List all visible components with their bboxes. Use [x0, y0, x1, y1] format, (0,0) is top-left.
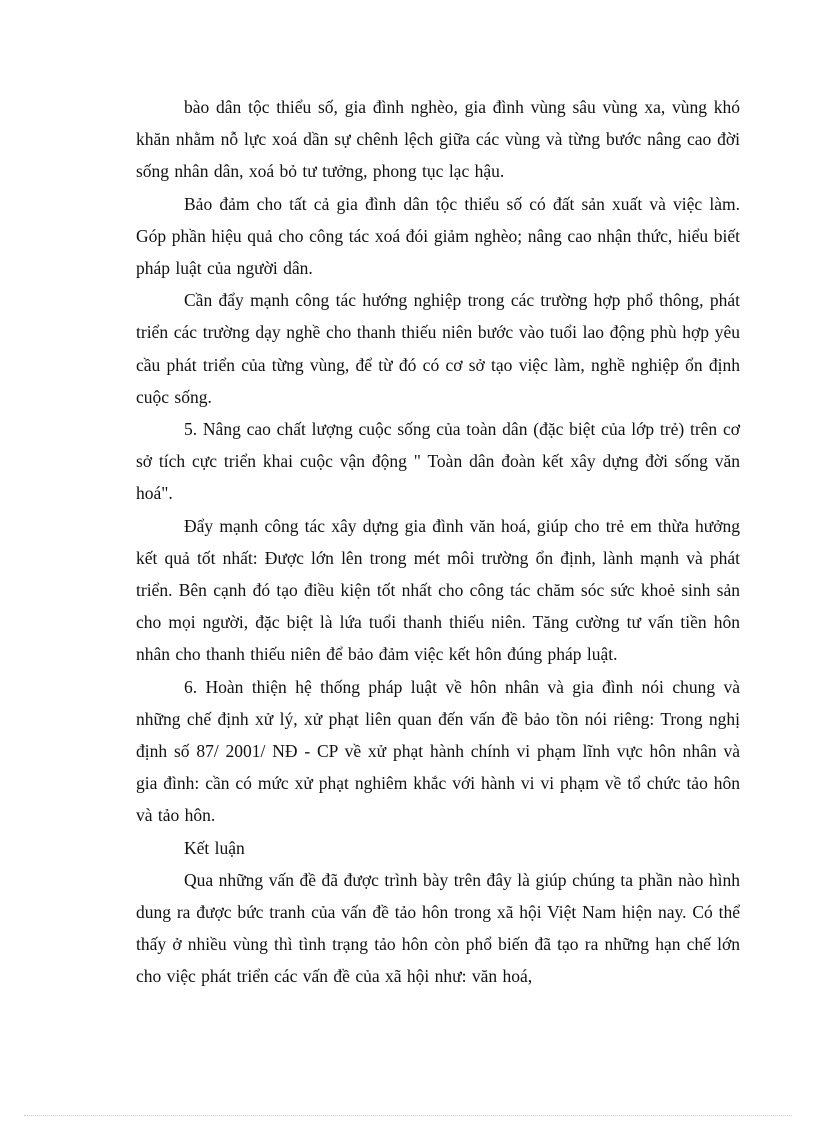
paragraph-vocational-guidance: Cần đẩy mạnh công tác hướng nghiệp trong các trường hợp phổ thông, phát triển các trường dạy nghề cho thanh thiếu niên bước vào tuổi lao động phù hợp yêu cầu phát triển của từng vùng, để từ đó có cơ sở tạo việc làm, nghề nghiệp ổn định cuộc sống. — [136, 290, 740, 407]
page-bottom-divider — [24, 1115, 792, 1116]
document-body — [136, 91, 740, 993]
paragraph-ethnic-support: bào dân tộc thiểu số, gia đình nghèo, gia đình vùng sâu vùng xa, vùng khó khăn nhằm nỗ lực xoá dần sự chênh lệch giữa các vùng và từng bước nâng cao đời sống nhân dân, xoá bỏ tư tưởng, phong tục lạc hậu. — [136, 97, 740, 182]
paragraph-item-5: 5. Nâng cao chất lượng cuộc sống của toàn dân (đặc biệt của lớp trẻ) trên cơ sở tích cực triển khai cuộc vận động " Toàn dân đoàn kết xây dựng đời sống văn hoá". — [136, 419, 740, 504]
paragraph-conclusion: Qua những vấn đề đã được trình bày trên đây là giúp chúng ta phần nào hình dung ra được bức tranh của vấn đề tảo hôn trong xã hội Việt Nam hiện nay. Có thể thấy ở nhiều vùng thì tình trạng tảo hôn còn phổ biến đã tạo ra những hạn chế lớn cho việc phát triển các vấn đề của xã hội như: văn hoá, — [136, 869, 740, 987]
paragraph-land-and-jobs: Bảo đảm cho tất cả gia đình dân tộc thiểu số có đất sản xuất và việc làm. Góp phần hiệu quả cho công tác xoá đói giảm nghèo; nâng cao nhận thức, hiểu biết pháp luật của người dân. — [136, 193, 740, 279]
paragraph-cultural-family: Đẩy mạnh công tác xây dựng gia đình văn hoá, giúp cho trẻ em thừa hưởng kết quả tốt nhất: Được lớn lên trong mét môi trường ổn định, lành mạnh và phát triển. Bên cạnh đó tạo điều kiện tốt nhất cho công tác chăm sóc sức khoẻ sinh sản cho mọi người, đặc biệt là lứa tuổi thanh thiếu niên. Tăng cường tư vấn tiền hôn nhân cho thanh thiếu niên để bảo đảm việc kết hôn đúng pháp luật. — [136, 515, 740, 665]
paragraph-item-6: 6. Hoàn thiện hệ thống pháp luật về hôn nhân và gia đình nói chung và những chế định xử lý, xử phạt liên quan đến vấn đề bảo tồn nói riêng: Trong nghị định số 87/ 2001/ NĐ - CP về xử phạt hành chính vi phạm lĩnh vực hôn nhân và gia đình: cần có mức xử phạt nghiêm khắc với hành vi vi phạm về tổ chức tảo hôn và tảo hôn. — [136, 676, 740, 826]
conclusion-heading: Kết luận — [184, 837, 245, 858]
